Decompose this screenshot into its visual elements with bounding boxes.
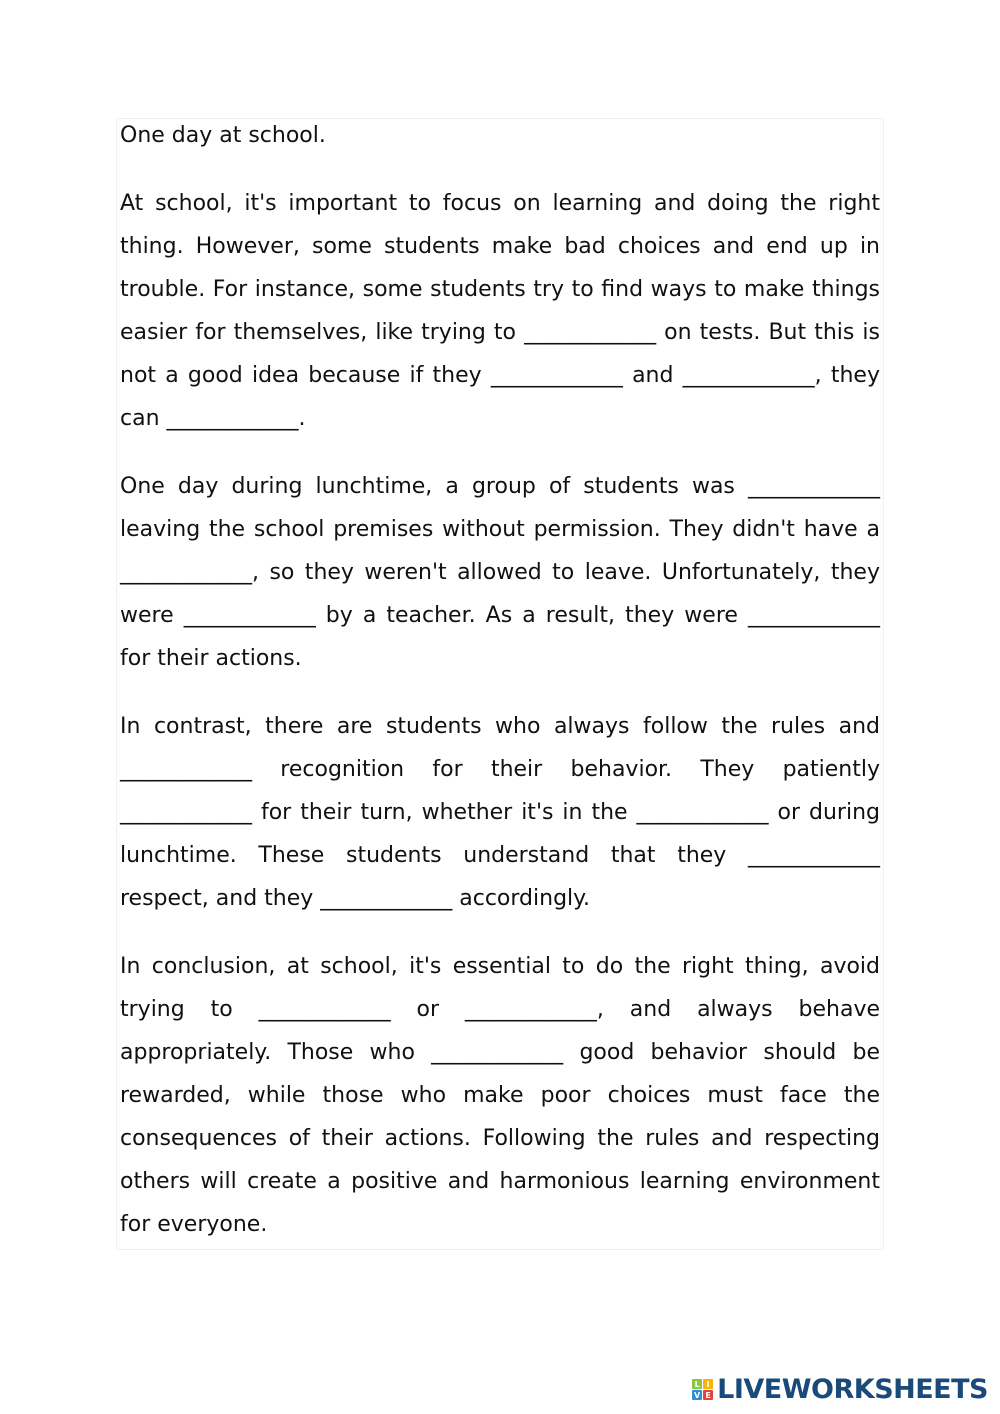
paragraph-2: One day during lunchtime, a group of students was ____________ leaving the school premises without permission. They didn't have a ____________, so they weren't allowed to leave. Unfortunately, they were ____________ by a teacher. As a result, they were ____________ for their actions.: [120, 474, 880, 671]
liveworksheets-logo: [692, 1374, 988, 1405]
paragraph-3: In contrast, there are students who always follow the rules and ____________ recognition for their behavior. They patiently ____________ for their turn, whether it's in the ____________ or during lunchtime. These students understand that they ____________ respect, and they ____________ accordingly.: [120, 714, 880, 911]
worksheet-text-box: [116, 118, 884, 1250]
worksheet-title: One day at school.: [120, 123, 326, 148]
logo-text: LIVEWORKSHEETS: [717, 1374, 988, 1405]
logo-block-v: V: [694, 1390, 701, 1400]
logo-block-i: I: [703, 1379, 713, 1389]
logo-block-e: E: [703, 1390, 713, 1400]
paragraph-4: In conclusion, at school, it's essential to do the right thing, avoid trying to ____________ or ____________, and always behave appropriately. Those who ____________ good behavior should be rewarded, while those who make poor choices must face the consequences of their actions. Following the rules and respecting others will create a positive and harmonious learning environment for everyone.: [120, 954, 880, 1237]
logo-blocks-icon: [692, 1379, 713, 1400]
paragraph-1: At school, it's important to focus on learning and doing the right thing. However, some students make bad choices and end up in trouble. For instance, some students try to find ways to make things easier for themselves, like trying to ____________ on tests. But this is not a good idea because if they ____________ and ____________, they can ____________.: [120, 191, 880, 431]
logo-block-l: L: [692, 1379, 702, 1389]
